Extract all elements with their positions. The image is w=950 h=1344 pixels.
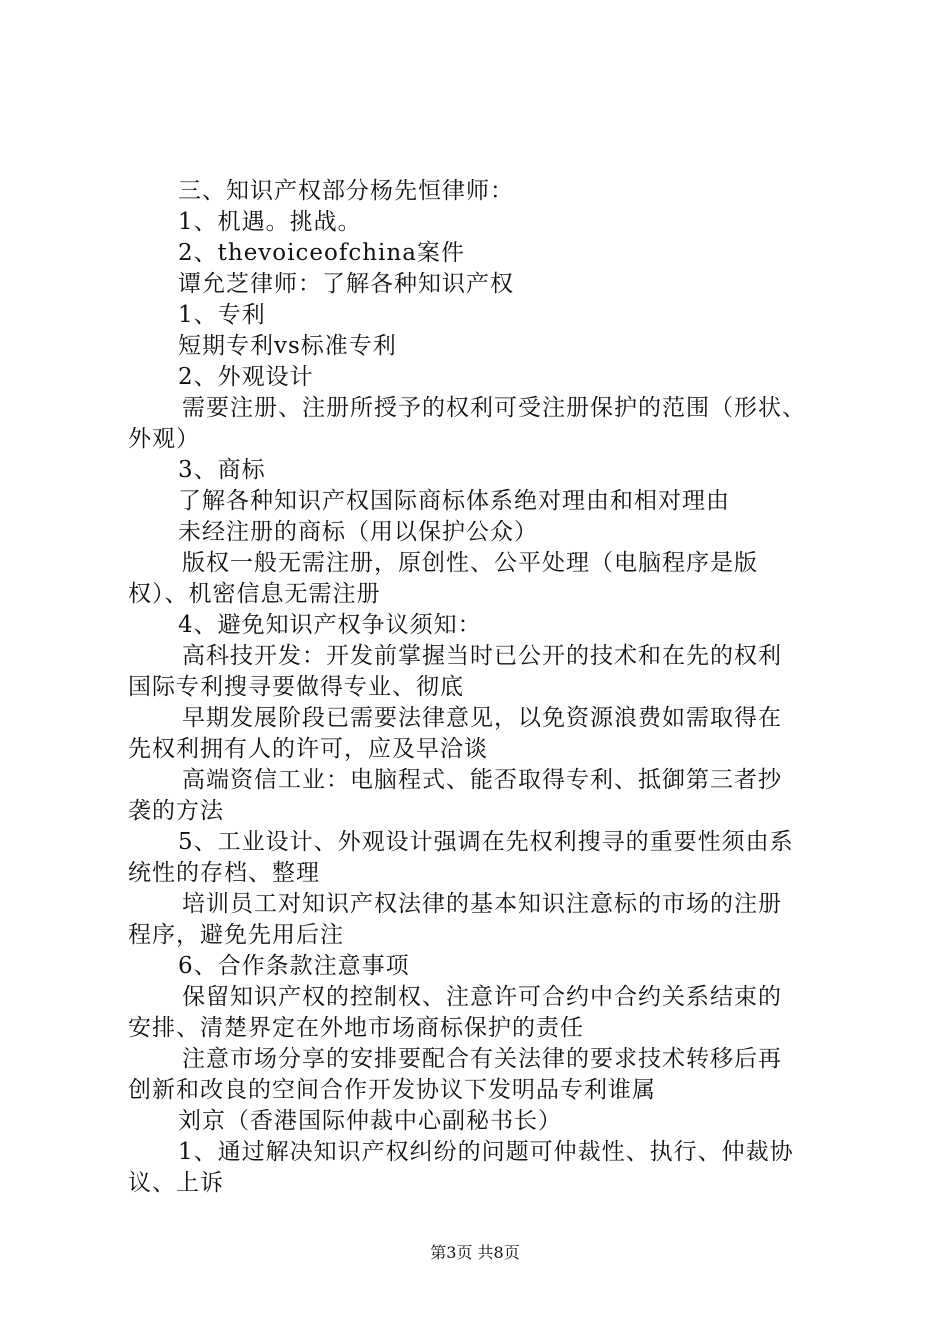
text-line: 未经注册的商标（用以保护公众） [178, 519, 538, 545]
text-line: 统性的存档、整理 [128, 860, 320, 886]
text-line: 谭允芝律师：了解各种知识产权 [178, 271, 514, 297]
text-line: 1、通过解决知识产权纠纷的问题可仲裁性、执行、仲裁协 [178, 1139, 794, 1165]
text-line: 4、避免知识产权争议须知： [178, 612, 482, 638]
text-line: 议、上诉 [128, 1170, 224, 1196]
text-line: 高端资信工业：电脑程式、能否取得专利、抵御第三者抄 [182, 767, 782, 793]
text-line: 权）、机密信息无需注册 [128, 581, 381, 607]
text-line: 需要注册、注册所授予的权利可受注册保护的范围（形状、 [182, 395, 806, 421]
text-line: 培训员工对知识产权法律的基本知识注意标的市场的注册 [182, 891, 782, 917]
page-number-footer: 第3页 共8页 [430, 1243, 520, 1262]
text-line: 创新和改良的空间合作开发协议下发明品专利谁属 [128, 1077, 656, 1103]
text-line: 外观） [128, 426, 200, 452]
text-line: 早期发展阶段已需要法律意见，以免资源浪费如需取得在 [182, 705, 782, 731]
text-line: 短期专利vs标准专利 [178, 333, 397, 359]
text-line: 高科技开发：开发前掌握当时已公开的技术和在先的权利 [182, 643, 782, 669]
body-text [128, 176, 838, 1199]
text-line: 6、合作条款注意事项 [178, 953, 410, 979]
text-line: 国际专利搜寻要做得专业、彻底 [128, 674, 464, 700]
text-line: 版权一般无需注册，原创性、公平处理（电脑程序是版 [182, 550, 758, 576]
text-line: 了解各种知识产权国际商标体系绝对理由和相对理由 [178, 488, 730, 514]
text-line: 1、机遇。挑战。 [178, 209, 362, 235]
text-line: 刘京（香港国际仲裁中心副秘书长） [178, 1108, 562, 1134]
text-line: 3、商标 [178, 457, 266, 483]
text-line: 三、知识产权部分杨先恒律师： [178, 178, 514, 204]
text-line: 袭的方法 [128, 798, 224, 824]
text-line: 2、外观设计 [178, 364, 314, 390]
text-line: 程序，避免先用后注 [128, 922, 344, 948]
text-line: 2、thevoiceofchina案件 [178, 240, 465, 266]
text-line: 5、工业设计、外观设计强调在先权利搜寻的重要性须由系 [178, 829, 794, 855]
text-line: 1、专利 [178, 302, 266, 328]
text-line: 安排、清楚界定在外地市场商标保护的责任 [128, 1015, 584, 1041]
text-line: 保留知识产权的控制权、注意许可合约中合约关系结束的 [182, 984, 782, 1010]
text-line: 先权利拥有人的许可，应及早洽谈 [128, 736, 488, 762]
text-line: 注意市场分享的安排要配合有关法律的要求技术转移后再 [182, 1046, 782, 1072]
